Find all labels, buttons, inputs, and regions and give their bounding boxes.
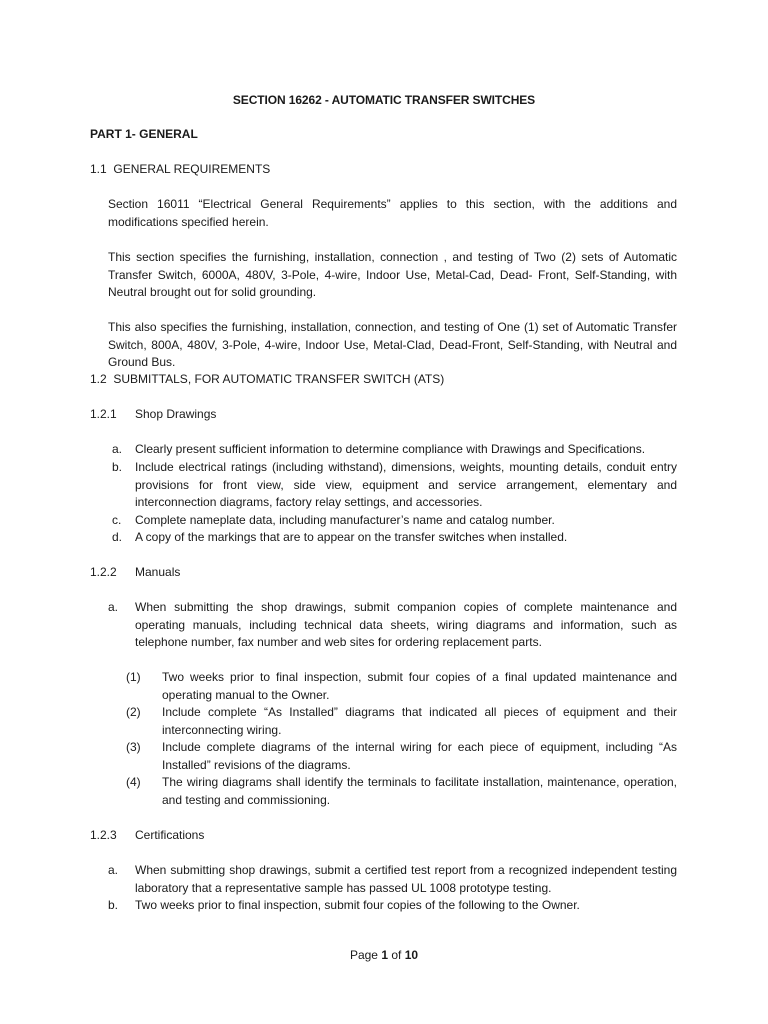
list-item-text: Clearly present sufficient information to determine compliance with Drawings and Specifications.	[135, 442, 646, 456]
heading-1-2-title: SUBMITTALS, FOR AUTOMATIC TRANSFER SWITCH (ATS)	[113, 372, 445, 386]
list-item-mark: a.	[108, 863, 119, 877]
heading-1-2-3-number: 1.2.3	[90, 828, 117, 842]
paragraph-general-2: This section specifies the furnishing, installation, connection , and testing of Two (2) sets of Automatic Transfer Switch, 6000A, 480V, 3-Pole, 4-wire, Indoor Use, Metal-Cad, Dead- Front, Self-Standing, with Neutral brought out for solid grounding.	[108, 250, 677, 299]
heading-1-1-number: 1.1	[90, 162, 107, 176]
sublist-item-text: Two weeks prior to final inspection, submit four copies of a final updated maintenance and operating manual to the Owner.	[162, 670, 677, 702]
section-title: SECTION 16262 - AUTOMATIC TRANSFER SWITCHES	[232, 93, 536, 107]
footer-total-pages: 10	[404, 948, 419, 962]
list-item-text: Complete nameplate data, including manufacturer’s name and catalog number.	[135, 513, 555, 527]
heading-1-2-2-number: 1.2.2	[90, 565, 117, 579]
part-heading: PART 1- GENERAL	[90, 127, 198, 141]
sublist-item-text: Include complete diagrams of the internal wiring for each piece of equipment, including “As Installed” revisions of the diagrams.	[162, 740, 677, 772]
heading-1-1	[90, 161, 270, 179]
heading-1-2-2-title: Manuals	[135, 565, 181, 579]
list-item-text: A copy of the markings that are to appear on the transfer switches when installed.	[135, 530, 568, 544]
list-item-mark: c.	[112, 513, 122, 527]
heading-1-2-number: 1.2	[90, 372, 107, 386]
list-item-mark: a.	[112, 442, 123, 456]
list-item-mark: b.	[112, 460, 123, 474]
sublist-item-mark: (2)	[126, 705, 141, 719]
paragraph-general-3: This also specifies the furnishing, installation, connection, and testing of One (1) set of Automatic Transfer Switch, 800A, 480V, 3-Pole, 4-wire, Indoor Use, Metal-Clad, Dead-Front, Self-Standing, with Neutral and Ground Bus.	[108, 320, 677, 369]
sublist-item-mark: (3)	[126, 740, 141, 754]
list-item-mark: d.	[112, 530, 123, 544]
footer-of-label: of	[391, 948, 402, 962]
list-item-text: Two weeks prior to final inspection, submit four copies of the following to the Owner.	[135, 898, 580, 912]
heading-1-2-3-title: Certifications	[135, 828, 205, 842]
sublist-item-text: The wiring diagrams shall identify the terminals to facilitate installation, maintenance, operation, and testing and commissioning.	[162, 775, 677, 807]
page-footer	[0, 948, 768, 962]
footer-page-label: Page	[349, 948, 378, 962]
sublist-item-mark: (4)	[126, 775, 141, 789]
heading-1-2	[90, 371, 444, 389]
sublist-item-text: Include complete “As Installed” diagrams that indicated all pieces of equipment and their interconnecting wiring.	[162, 705, 677, 737]
list-item-mark: b.	[108, 898, 119, 912]
paragraph-general-1: Section 16011 “Electrical General Requirements” applies to this section, with the additions and modifications specified herein.	[108, 197, 677, 229]
list-item-text: Include electrical ratings (including withstand), dimensions, weights, mounting details, conduit entry provisions for front view, side view, equipment and service arrangement, elementary and interconnection diagrams, factory relay settings, and accessories.	[135, 460, 677, 509]
list-item-text: When submitting the shop drawings, submit companion copies of complete maintenance and operating manuals, including technical data sheets, wiring diagrams and information, such as telephone number, fax number and web sites for ordering replacement parts.	[135, 600, 677, 649]
list-item-text: When submitting shop drawings, submit a certified test report from a recognized independent testing laboratory that a representative sample has passed UL 1008 prototype testing.	[135, 863, 677, 895]
heading-1-1-title: GENERAL REQUIREMENTS	[113, 162, 271, 176]
heading-1-2-1-number: 1.2.1	[90, 407, 117, 421]
footer-current-page: 1	[381, 948, 388, 962]
list-item-mark: a.	[108, 600, 119, 614]
sublist-item-mark: (1)	[126, 670, 141, 684]
heading-1-2-1-title: Shop Drawings	[135, 407, 217, 421]
